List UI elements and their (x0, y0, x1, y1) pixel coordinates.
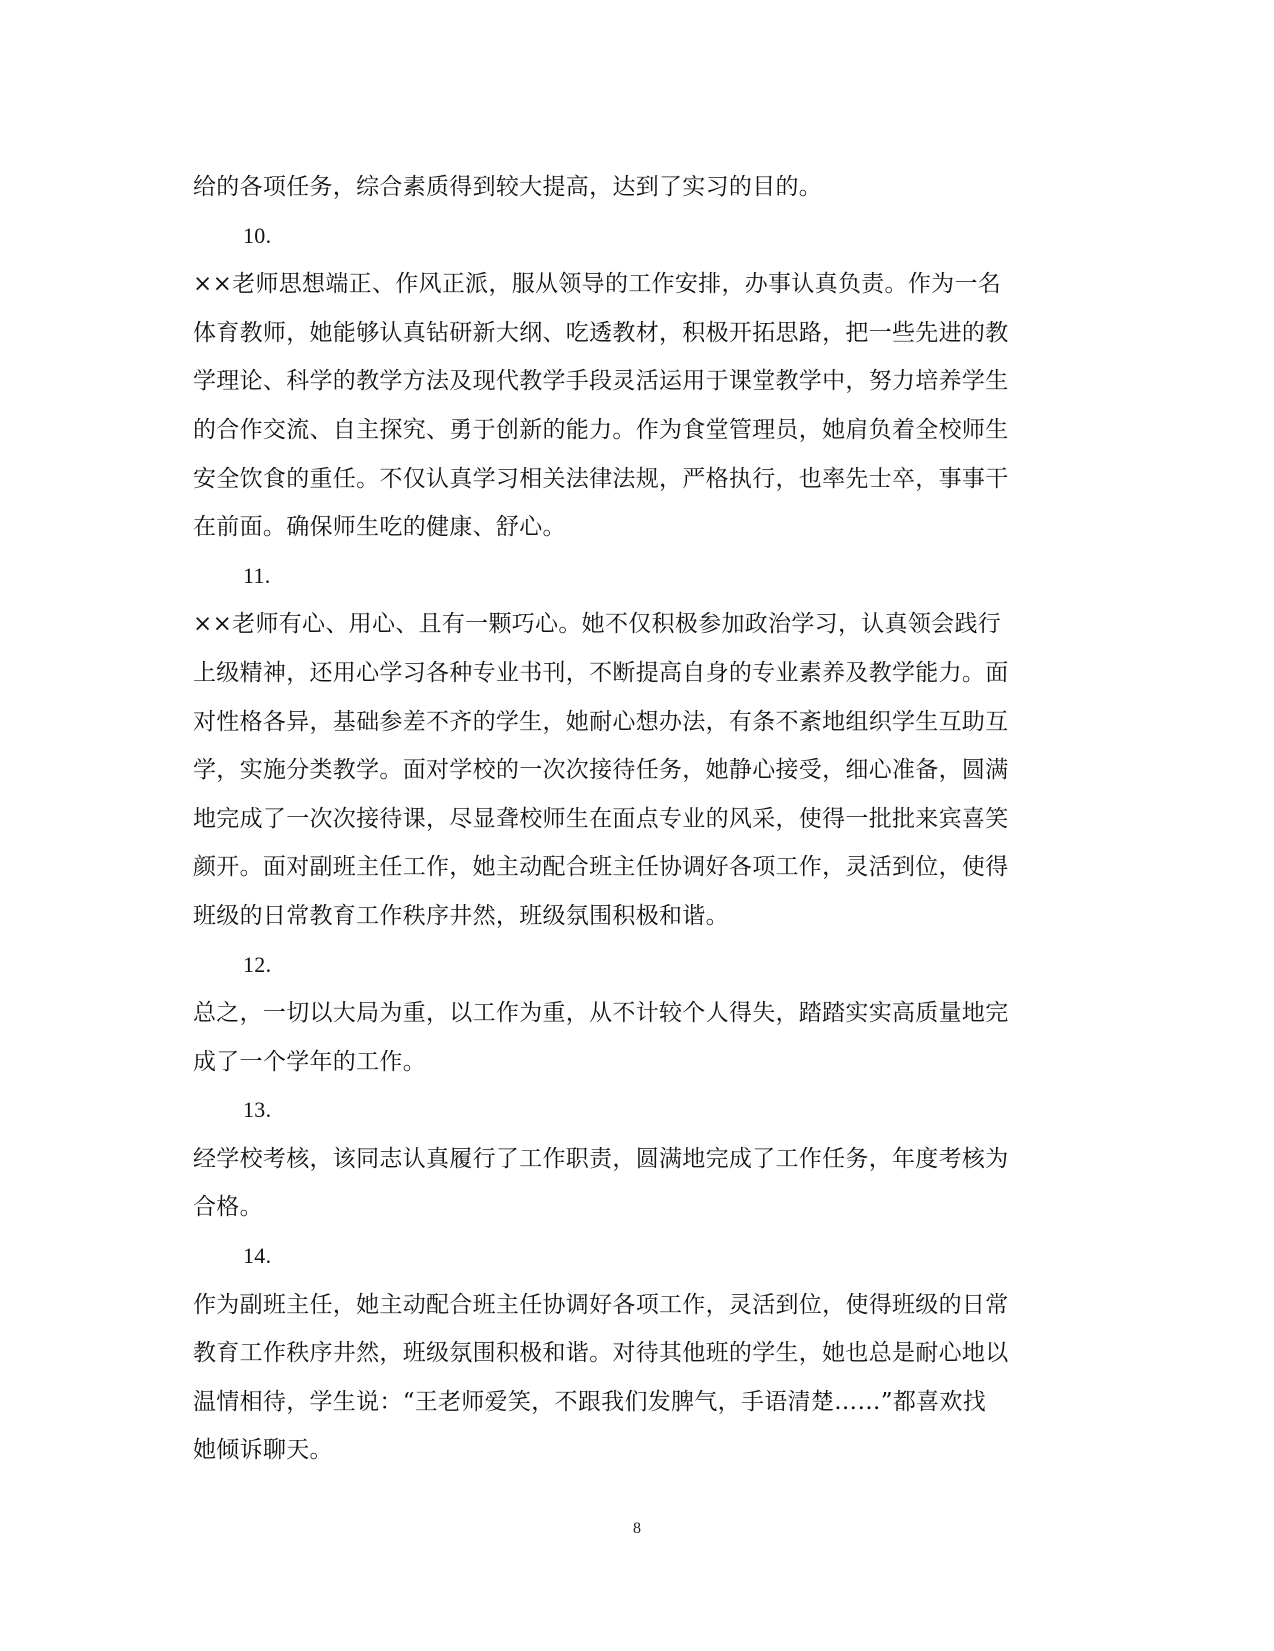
body-text-line: 教育工作秩序井然，班级氛围积极和谐。对待其他班的学生，她也总是耐心地以 (193, 1340, 1009, 1367)
body-text-line: 总之，一切以大局为重，以工作为重，从不计较个人得失，踏踏实实高质量地完 (193, 1000, 1009, 1027)
body-text-line: 班级的日常教育工作秩序井然，班级氛围积极和谐。 (193, 902, 729, 929)
body-text-line: 地完成了一次次接待课，尽显聋校师生在面点专业的风采，使得一批批来宾喜笑 (193, 805, 1009, 832)
item-number: 10. (243, 222, 272, 248)
page-number: 8 (633, 1520, 641, 1537)
body-text-line: 学，实施分类教学。面对学校的一次次接待任务，她静心接受，细心准备，圆满 (193, 757, 1009, 784)
item-number: 11. (243, 562, 271, 588)
document-body (193, 163, 1071, 1475)
body-text-line: 安全饮食的重任。不仅认真学习相关法律法规，严格执行，也率先士卒，事事干 (193, 465, 1009, 492)
body-text-line: ××老师思想端正、作风正派，服从领导的工作安排，办事认真负责。作为一名 (193, 271, 1002, 298)
body-text-line: 合格。 (193, 1194, 263, 1221)
body-text-line: ××老师有心、用心、且有一颗巧心。她不仅积极参加政治学习，认真领会践行 (193, 611, 1002, 638)
body-text-line: 她倾诉聊天。 (193, 1437, 333, 1464)
body-text-line: 学理论、科学的教学方法及现代教学手段灵活运用于课堂教学中，努力培养学生 (193, 368, 1009, 395)
body-text-line: 成了一个学年的工作。 (193, 1048, 426, 1075)
body-text-line: 在前面。确保师生吃的健康、舒心。 (193, 514, 566, 541)
body-text-line: 温情相待，学生说：“王老师爱笑，不跟我们发脾气，手语清楚……”都喜欢找 (193, 1388, 987, 1415)
body-text-line: 上级精神，还用心学习各种专业书刊，不断提高自身的专业素养及教学能力。面 (193, 659, 1009, 686)
item-number: 14. (243, 1243, 272, 1269)
body-text-line: 颜开。面对副班主任工作，她主动配合班主任协调好各项工作，灵活到位，使得 (193, 854, 1009, 881)
body-text-line: 体育教师，她能够认真钻研新大纲、吃透教材，积极开拓思路，把一些先进的教 (193, 319, 1009, 346)
item-number: 13. (243, 1097, 272, 1123)
body-text-line: 对性格各异，基础参差不齐的学生，她耐心想办法，有条不紊地组织学生互助互 (193, 708, 1009, 735)
body-text-line: 给的各项任务，综合素质得到较大提高，达到了实习的目的。 (193, 174, 823, 200)
body-text-line: 经学校考核，该同志认真履行了工作职责，圆满地完成了工作任务，年度考核为 (193, 1145, 1009, 1172)
item-number: 12. (243, 951, 272, 977)
body-text-line: 的合作交流、自主探究、勇于创新的能力。作为食堂管理员，她肩负着全校师生 (193, 416, 1009, 443)
body-text-line: 作为副班主任，她主动配合班主任协调好各项工作，灵活到位，使得班级的日常 (193, 1291, 1009, 1318)
